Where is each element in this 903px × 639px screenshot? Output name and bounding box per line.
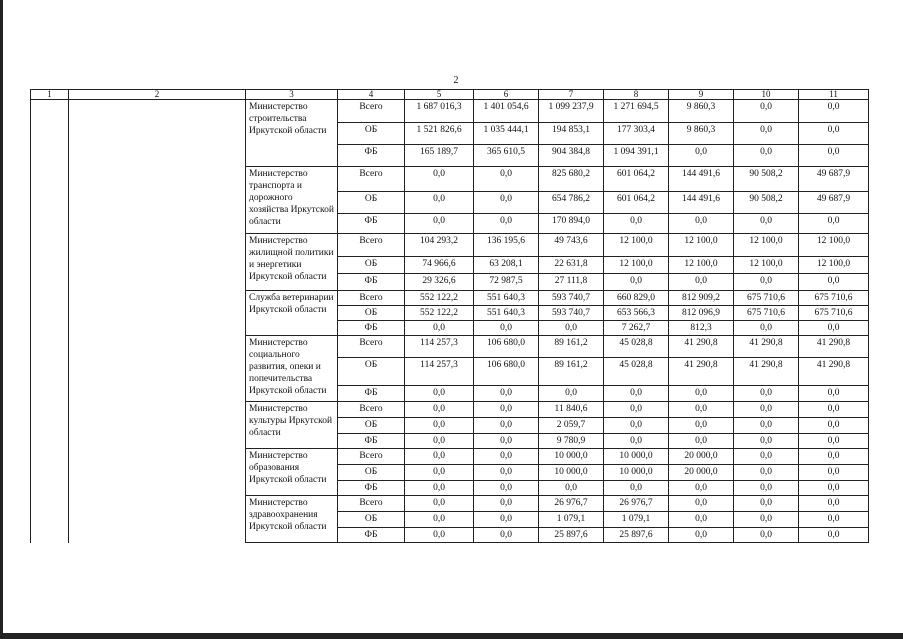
amount-cell: 0,0: [799, 418, 869, 434]
budget-source: ФБ: [338, 214, 405, 234]
amount-cell: 0,0: [734, 123, 799, 145]
amount-cell: 10 000,0: [604, 449, 669, 465]
amount-cell: 0,0: [799, 123, 869, 145]
amount-cell: 10 000,0: [539, 449, 604, 465]
amount-cell: 812,3: [669, 321, 734, 336]
column-number: 7: [539, 90, 604, 100]
budget-source: Всего: [338, 167, 405, 192]
amount-cell: 654 786,2: [539, 192, 604, 214]
amount-cell: 593 740,7: [539, 306, 604, 321]
amount-cell: 12 100,0: [669, 234, 734, 257]
amount-cell: 0,0: [799, 449, 869, 465]
amount-cell: 601 064,2: [604, 192, 669, 214]
amount-cell: 0,0: [799, 274, 869, 291]
amount-cell: 0,0: [604, 274, 669, 291]
scan-edge-bottom: [0, 633, 903, 639]
amount-cell: 1 521 826,6: [405, 123, 474, 145]
amount-cell: 0,0: [669, 481, 734, 496]
amount-cell: 106 680,0: [474, 336, 539, 358]
amount-cell: 0,0: [799, 528, 869, 543]
amount-cell: 0,0: [405, 402, 474, 418]
amount-cell: 0,0: [734, 512, 799, 528]
amount-cell: 49 743,6: [539, 234, 604, 257]
amount-cell: 45 028,8: [604, 358, 669, 386]
amount-cell: 25 897,6: [604, 528, 669, 543]
amount-cell: 0,0: [474, 512, 539, 528]
budget-source: ФБ: [338, 145, 405, 167]
amount-cell: 25 897,6: [539, 528, 604, 543]
amount-cell: 0,0: [734, 214, 799, 234]
budget-source: ОБ: [338, 512, 405, 528]
amount-cell: 675 710,6: [799, 306, 869, 321]
amount-cell: 0,0: [669, 386, 734, 402]
amount-cell: 0,0: [474, 321, 539, 336]
amount-cell: 1 094 391,1: [604, 145, 669, 167]
amount-cell: 12 100,0: [734, 257, 799, 274]
amount-cell: 0,0: [734, 434, 799, 449]
amount-cell: 0,0: [405, 418, 474, 434]
amount-cell: 0,0: [734, 321, 799, 336]
column-number: 2: [69, 90, 246, 100]
budget-source: Всего: [338, 291, 405, 306]
amount-cell: 1 035 444,1: [474, 123, 539, 145]
amount-cell: 170 894,0: [539, 214, 604, 234]
amount-cell: 49 687,9: [799, 192, 869, 214]
amount-cell: 0,0: [734, 274, 799, 291]
amount-cell: 0,0: [734, 528, 799, 543]
amount-cell: 0,0: [405, 465, 474, 481]
amount-cell: 0,0: [405, 434, 474, 449]
column-number: 3: [246, 90, 338, 100]
column-number: 11: [799, 90, 869, 100]
budget-source: ОБ: [338, 465, 405, 481]
budget-source: Всего: [338, 402, 405, 418]
amount-cell: 0,0: [604, 481, 669, 496]
amount-cell: 675 710,6: [799, 291, 869, 306]
amount-cell: 552 122,2: [405, 291, 474, 306]
amount-cell: 0,0: [799, 100, 869, 123]
amount-cell: 2 059,7: [539, 418, 604, 434]
amount-cell: 90 508,2: [734, 167, 799, 192]
amount-cell: 136 195,6: [474, 234, 539, 257]
amount-cell: 89 161,2: [539, 336, 604, 358]
organization-name: Министерство жилищной политики и энергетики Иркутской области: [246, 234, 338, 291]
amount-cell: 41 290,8: [734, 336, 799, 358]
amount-cell: 0,0: [734, 449, 799, 465]
amount-cell: 0,0: [799, 481, 869, 496]
amount-cell: 593 740,7: [539, 291, 604, 306]
amount-cell: 7 262,7: [604, 321, 669, 336]
amount-cell: 0,0: [669, 402, 734, 418]
amount-cell: 0,0: [669, 434, 734, 449]
amount-cell: 114 257,3: [405, 336, 474, 358]
amount-cell: 177 303,4: [604, 123, 669, 145]
budget-source: ФБ: [338, 481, 405, 496]
amount-cell: 0,0: [734, 100, 799, 123]
amount-cell: 0,0: [669, 528, 734, 543]
amount-cell: 0,0: [405, 386, 474, 402]
amount-cell: 9 860,3: [669, 123, 734, 145]
budget-source: ФБ: [338, 321, 405, 336]
amount-cell: 41 290,8: [734, 358, 799, 386]
amount-cell: 12 100,0: [604, 234, 669, 257]
amount-cell: 1 401 054,6: [474, 100, 539, 123]
amount-cell: 11 840,6: [539, 402, 604, 418]
amount-cell: 106 680,0: [474, 358, 539, 386]
amount-cell: 812 096,9: [669, 306, 734, 321]
table-row: [31, 100, 869, 123]
amount-cell: 0,0: [474, 192, 539, 214]
amount-cell: 1 687 016,3: [405, 100, 474, 123]
budget-source: ОБ: [338, 418, 405, 434]
amount-cell: 144 491,6: [669, 167, 734, 192]
amount-cell: 0,0: [734, 418, 799, 434]
amount-cell: 12 100,0: [669, 257, 734, 274]
amount-cell: 0,0: [474, 465, 539, 481]
budget-source: ОБ: [338, 358, 405, 386]
budget-source: ОБ: [338, 192, 405, 214]
column-number-row: [31, 90, 869, 100]
budget-source: Всего: [338, 234, 405, 257]
amount-cell: 551 640,3: [474, 291, 539, 306]
amount-cell: 0,0: [669, 496, 734, 512]
amount-cell: 9 860,3: [669, 100, 734, 123]
amount-cell: 0,0: [734, 496, 799, 512]
amount-cell: 72 987,5: [474, 274, 539, 291]
amount-cell: 0,0: [405, 192, 474, 214]
amount-cell: 0,0: [799, 145, 869, 167]
amount-cell: 26 976,7: [539, 496, 604, 512]
amount-cell: 0,0: [799, 465, 869, 481]
amount-cell: 0,0: [405, 481, 474, 496]
budget-table: [30, 89, 869, 543]
column-number: 4: [338, 90, 405, 100]
amount-cell: 20 000,0: [669, 449, 734, 465]
amount-cell: 1 079,1: [539, 512, 604, 528]
amount-cell: 22 631,8: [539, 257, 604, 274]
amount-cell: 90 508,2: [734, 192, 799, 214]
amount-cell: 1 099 237,9: [539, 100, 604, 123]
organization-name: Министерство культуры Иркутской области: [246, 402, 338, 449]
amount-cell: 0,0: [405, 321, 474, 336]
amount-cell: 0,0: [734, 386, 799, 402]
budget-source: ФБ: [338, 386, 405, 402]
amount-cell: 0,0: [799, 214, 869, 234]
amount-cell: 825 680,2: [539, 167, 604, 192]
amount-cell: 660 829,0: [604, 291, 669, 306]
amount-cell: 63 208,1: [474, 257, 539, 274]
amount-cell: 10 000,0: [604, 465, 669, 481]
column-number: 10: [734, 90, 799, 100]
amount-cell: 12 100,0: [734, 234, 799, 257]
amount-cell: 675 710,6: [734, 306, 799, 321]
amount-cell: 0,0: [799, 321, 869, 336]
amount-cell: 144 491,6: [669, 192, 734, 214]
amount-cell: 194 853,1: [539, 123, 604, 145]
column-number: 5: [405, 90, 474, 100]
amount-cell: 74 966,6: [405, 257, 474, 274]
amount-cell: 1 079,1: [604, 512, 669, 528]
budget-source: Всего: [338, 336, 405, 358]
organization-name: Министерство социального развития, опеки и попечительства Иркутской области: [246, 336, 338, 402]
amount-cell: 26 976,7: [604, 496, 669, 512]
budget-source: Всего: [338, 496, 405, 512]
column-number: 9: [669, 90, 734, 100]
amount-cell: 27 111,8: [539, 274, 604, 291]
amount-cell: 0,0: [799, 386, 869, 402]
column-number: 6: [474, 90, 539, 100]
amount-cell: 0,0: [669, 214, 734, 234]
amount-cell: 0,0: [474, 167, 539, 192]
amount-cell: 0,0: [539, 321, 604, 336]
budget-source: ФБ: [338, 274, 405, 291]
amount-cell: 114 257,3: [405, 358, 474, 386]
amount-cell: 0,0: [405, 214, 474, 234]
amount-cell: 89 161,2: [539, 358, 604, 386]
amount-cell: 0,0: [799, 434, 869, 449]
amount-cell: 0,0: [604, 418, 669, 434]
scan-edge-left: [0, 0, 3, 639]
empty-cell: [31, 100, 69, 543]
amount-cell: 10 000,0: [539, 465, 604, 481]
empty-cell: [69, 100, 246, 543]
amount-cell: 20 000,0: [669, 465, 734, 481]
amount-cell: 0,0: [669, 145, 734, 167]
organization-name: Министерство образования Иркутской области: [246, 449, 338, 496]
amount-cell: 0,0: [405, 167, 474, 192]
amount-cell: 0,0: [474, 496, 539, 512]
budget-source: ОБ: [338, 306, 405, 321]
amount-cell: 0,0: [734, 481, 799, 496]
budget-source: ОБ: [338, 257, 405, 274]
amount-cell: 0,0: [474, 528, 539, 543]
organization-name: Министерство транспорта и дорожного хозяйства Иркутской области: [246, 167, 338, 234]
amount-cell: 41 290,8: [799, 358, 869, 386]
budget-source: ФБ: [338, 434, 405, 449]
amount-cell: 0,0: [474, 402, 539, 418]
amount-cell: 0,0: [405, 449, 474, 465]
amount-cell: 41 290,8: [799, 336, 869, 358]
amount-cell: 904 384,8: [539, 145, 604, 167]
organization-name: Служба ветеринарии Иркутской области: [246, 291, 338, 336]
amount-cell: 0,0: [734, 465, 799, 481]
organization-name: Министерство здравоохранения Иркутской области: [246, 496, 338, 543]
amount-cell: 0,0: [604, 386, 669, 402]
amount-cell: 0,0: [669, 512, 734, 528]
amount-cell: 0,0: [669, 274, 734, 291]
amount-cell: 0,0: [539, 481, 604, 496]
amount-cell: 9 780,9: [539, 434, 604, 449]
amount-cell: 0,0: [604, 434, 669, 449]
amount-cell: 0,0: [604, 402, 669, 418]
amount-cell: 0,0: [405, 528, 474, 543]
amount-cell: 29 326,6: [405, 274, 474, 291]
budget-source: ФБ: [338, 528, 405, 543]
amount-cell: 12 100,0: [604, 257, 669, 274]
amount-cell: 365 610,5: [474, 145, 539, 167]
amount-cell: 0,0: [405, 496, 474, 512]
amount-cell: 653 566,3: [604, 306, 669, 321]
amount-cell: 0,0: [474, 214, 539, 234]
budget-source: Всего: [338, 449, 405, 465]
page-number: 2: [453, 75, 459, 86]
amount-cell: 0,0: [474, 449, 539, 465]
amount-cell: 551 640,3: [474, 306, 539, 321]
amount-cell: 675 710,6: [734, 291, 799, 306]
amount-cell: 49 687,9: [799, 167, 869, 192]
amount-cell: 0,0: [474, 481, 539, 496]
amount-cell: 0,0: [474, 418, 539, 434]
amount-cell: 812 909,2: [669, 291, 734, 306]
budget-source: Всего: [338, 100, 405, 123]
amount-cell: 12 100,0: [799, 234, 869, 257]
amount-cell: 165 189,7: [405, 145, 474, 167]
amount-cell: 0,0: [799, 512, 869, 528]
amount-cell: 0,0: [734, 145, 799, 167]
amount-cell: 0,0: [669, 418, 734, 434]
amount-cell: 0,0: [604, 214, 669, 234]
budget-source: ОБ: [338, 123, 405, 145]
column-number: 1: [31, 90, 69, 100]
amount-cell: 0,0: [405, 512, 474, 528]
amount-cell: 41 290,8: [669, 358, 734, 386]
amount-cell: 0,0: [539, 386, 604, 402]
amount-cell: 601 064,2: [604, 167, 669, 192]
organization-name: Министерство строительства Иркутской области: [246, 100, 338, 167]
table-body: [31, 100, 869, 543]
amount-cell: 41 290,8: [669, 336, 734, 358]
amount-cell: 45 028,8: [604, 336, 669, 358]
amount-cell: 0,0: [799, 402, 869, 418]
amount-cell: 552 122,2: [405, 306, 474, 321]
amount-cell: 0,0: [474, 386, 539, 402]
amount-cell: 12 100,0: [799, 257, 869, 274]
amount-cell: 0,0: [799, 496, 869, 512]
amount-cell: 0,0: [474, 434, 539, 449]
amount-cell: 0,0: [734, 402, 799, 418]
amount-cell: 104 293,2: [405, 234, 474, 257]
amount-cell: 1 271 694,5: [604, 100, 669, 123]
column-number: 8: [604, 90, 669, 100]
